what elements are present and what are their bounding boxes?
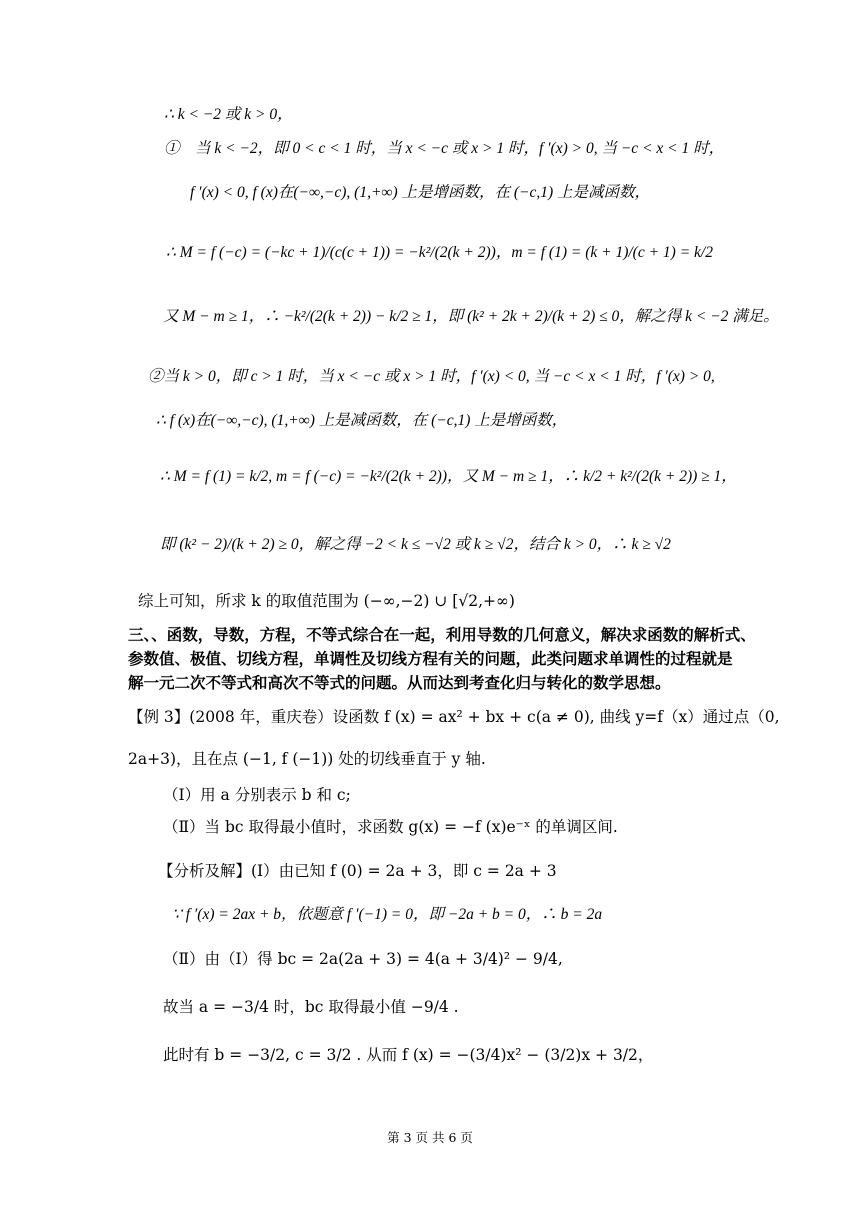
text-line-2: ① 当 k < −2，即 0 < c < 1 时，当 x < −c 或 x > 1 时，f ′(x) > 0, 当 −c < x < 1 时，	[164, 140, 725, 157]
text-line-14: 【例 3】(2008 年，重庆卷）设函数 f (x) = ax² + bx + c(a ≠ 0), 曲线 y=f（x）通过点（0,	[128, 708, 780, 726]
text-line-20: （Ⅱ）由（Ⅰ）得 bc = 2a(2a + 3) = 4(a + 3/4)² − 9/4,	[163, 950, 563, 968]
text-line-9: 即 (k² − 2)/(k + 2) ≥ 0，解之得 −2 < k ≤ −√2 或 k ≥ √2，结合 k > 0，∴ k ≥ √2	[160, 536, 671, 553]
text-line-21: 故当 a = −3/4 时，bc 取得最小值 −9/4 .	[163, 998, 459, 1016]
text-line-22: 此时有 b = −3/2, c = 3/2 . 从而 f (x) = −(3/4)x² − (3/2)x + 3/2，	[163, 1046, 654, 1064]
text-line-11: 三、、函数，导数，方程，不等式综合在一起，利用导数的几何意义，解决求函数的解析式、	[128, 625, 756, 644]
text-line-16: （Ⅰ）用 a 分别表示 b 和 c;	[163, 786, 351, 804]
text-line-13: 解一元二次不等式和高次不等式的问题。从而达到考查化归与转化的数学思想。	[128, 673, 671, 692]
text-line-4: ∴ M = f (−c) = (−kc + 1)/(c(c + 1)) = −k²/(2(k + 2))，m = f (1) = (k + 1)/(c + 1) = k/2	[166, 244, 713, 261]
text-line-17: （Ⅱ）当 bc 取得最小值时，求函数 g(x) = −f (x)e⁻ˣ 的单调区间.	[163, 818, 618, 836]
text-line-19: ∵ f ′(x) = 2ax + b，依题意 f ′(−1) = 0，即 −2a + b = 0，∴ b = 2a	[172, 906, 603, 923]
page-footer: 第 3 页 共 6 页	[387, 1130, 473, 1145]
text-line-8: ∴ M = f (1) = k/2, m = f (−c) = −k²/(2(k + 2))，又 M − m ≥ 1，∴ k/2 + k²/(2(k + 2)) ≥ 1，	[160, 468, 737, 485]
text-line-15: 2a+3)，且在点 (−1, f (−1)) 处的切线垂直于 y 轴.	[128, 750, 486, 768]
text-line-6: ②当 k > 0，即 c > 1 时，当 x < −c 或 x > 1 时，f ′(x) < 0, 当 −c < x < 1 时，f ′(x) > 0,	[148, 368, 715, 385]
text-line-1: ∴ k < −2 或 k > 0，	[164, 106, 293, 123]
text-line-12: 参数值、极值、切线方程，单调性及切线方程有关的问题，此类问题求单调性的过程就是	[128, 649, 733, 668]
text-line-10: 综上可知，所求 k 的取值范围为 (−∞,−2) ∪ [√2,+∞)	[138, 592, 515, 610]
text-line-18: 【分析及解】(Ⅰ）由已知 f (0) = 2a + 3，即 c = 2a + 3	[158, 862, 557, 880]
text-line-3: f ′(x) < 0, f (x)在(−∞,−c), (1,+∞) 上是增函数，在 (−c,1) 上是减函数，	[190, 184, 651, 201]
text-line-5: 又 M − m ≥ 1，∴ −k²/(2(k + 2)) − k/2 ≥ 1，即 (k² + 2k + 2)/(k + 2) ≤ 0，解之得 k < −2 满足。	[163, 308, 779, 325]
text-line-7: ∴ f (x)在(−∞,−c), (1,+∞) 上是减函数，在 (−c,1) 上是增函数，	[156, 412, 568, 429]
